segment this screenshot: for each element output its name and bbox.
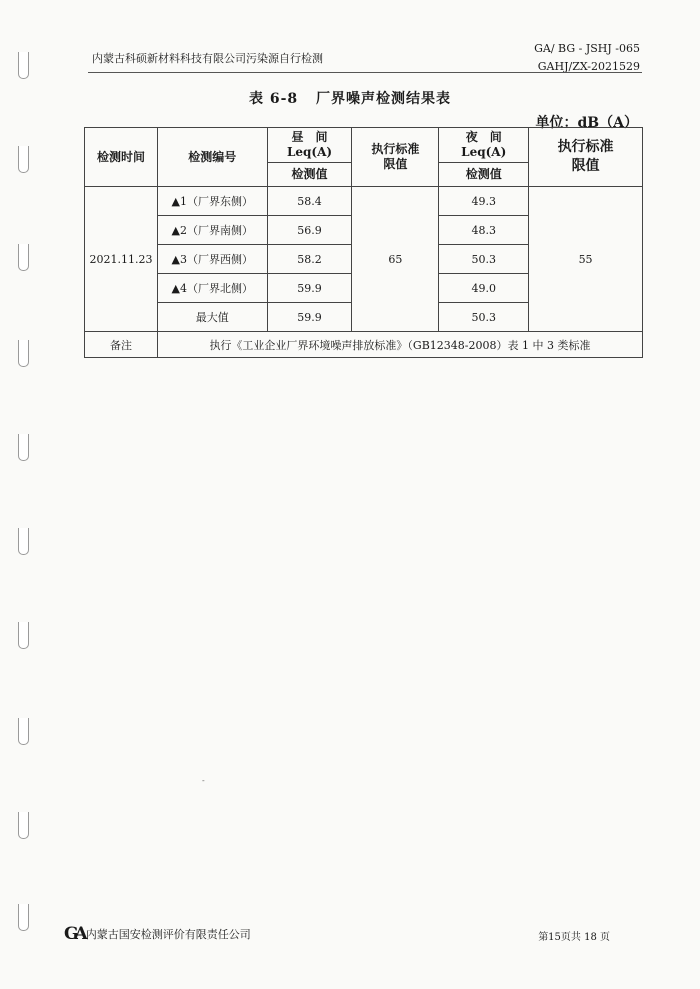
punch-hole — [18, 146, 29, 173]
cell-day-value: 58.2 — [267, 245, 352, 274]
noise-results-table — [84, 127, 643, 358]
header-day — [267, 128, 352, 163]
cell-id: ▲1（厂界东侧） — [157, 187, 267, 216]
punch-hole — [18, 244, 29, 271]
header-codes — [534, 40, 640, 76]
cell-id: ▲2（厂界南侧） — [157, 216, 267, 245]
header-day-label: 昼 间 — [291, 130, 328, 144]
punch-hole — [18, 434, 29, 461]
header-company: 内蒙古科硕新材料科技有限公司污染源自行检测 — [92, 52, 323, 65]
footer-company-block — [64, 924, 251, 944]
footer-company: 内蒙古国安检测评价有限责任公司 — [85, 928, 251, 941]
table-title — [0, 88, 700, 108]
punch-hole — [18, 812, 29, 839]
table-row — [85, 187, 643, 216]
punch-hole — [18, 904, 29, 931]
cell-night-value: 50.3 — [439, 303, 529, 332]
header-id: 检测编号 — [157, 128, 267, 187]
header-time: 检测时间 — [85, 128, 158, 187]
header-night-leq: Leq(A) — [461, 145, 507, 159]
header-night-label: 夜 间 — [465, 130, 502, 144]
cell-day-value: 56.9 — [267, 216, 352, 245]
page-number: 第15页共 18 页 — [538, 932, 610, 943]
punch-hole — [18, 340, 29, 367]
punch-hole — [18, 718, 29, 745]
punch-hole — [18, 528, 29, 555]
header-night-standard: 执行标准限值 — [529, 128, 643, 187]
remark-label: 备注 — [85, 332, 158, 358]
cell-id: ▲4（厂界北侧） — [157, 274, 267, 303]
unit-label: 单位：dB（A） — [535, 115, 638, 131]
header-night — [439, 128, 529, 163]
header-code-1: GA/ BG - JSHJ -065 — [534, 42, 640, 55]
header-code-2: GAHJ/ZX-2021529 — [537, 60, 640, 73]
cell-night-value: 50.3 — [439, 245, 529, 274]
cell-day-standard: 65 — [352, 187, 439, 332]
cell-night-value: 49.3 — [439, 187, 529, 216]
cell-night-standard: 55 — [529, 187, 643, 332]
remark-text: 执行《工业企业厂界环境噪声排放标准》（GB12348-2008）表 1 中 3 类标准 — [157, 332, 642, 358]
punch-hole — [18, 52, 29, 79]
cell-date: 2021.11.23 — [85, 187, 158, 332]
cell-id: 最大值 — [157, 303, 267, 332]
cell-night-value: 49.0 — [439, 274, 529, 303]
table-title-text: 厂界噪声检测结果表 — [316, 91, 452, 107]
header-night-value: 检测值 — [439, 163, 529, 187]
cell-night-value: 48.3 — [439, 216, 529, 245]
cell-id: ▲3（厂界西侧） — [157, 245, 267, 274]
header-divider — [88, 72, 642, 73]
header-day-leq: Leq(A) — [286, 145, 333, 159]
company-logo-icon: GA — [64, 924, 84, 944]
header-day-standard: 执行标准限值 — [352, 128, 439, 187]
cell-day-value: 59.9 — [267, 303, 352, 332]
cell-day-value: 59.9 — [267, 274, 352, 303]
punch-hole — [18, 622, 29, 649]
remark-row — [85, 332, 643, 358]
table-number: 表 6-8 — [248, 91, 299, 107]
stray-mark: - — [202, 776, 205, 785]
cell-day-value: 58.4 — [267, 187, 352, 216]
header-day-value: 检测值 — [267, 163, 352, 187]
